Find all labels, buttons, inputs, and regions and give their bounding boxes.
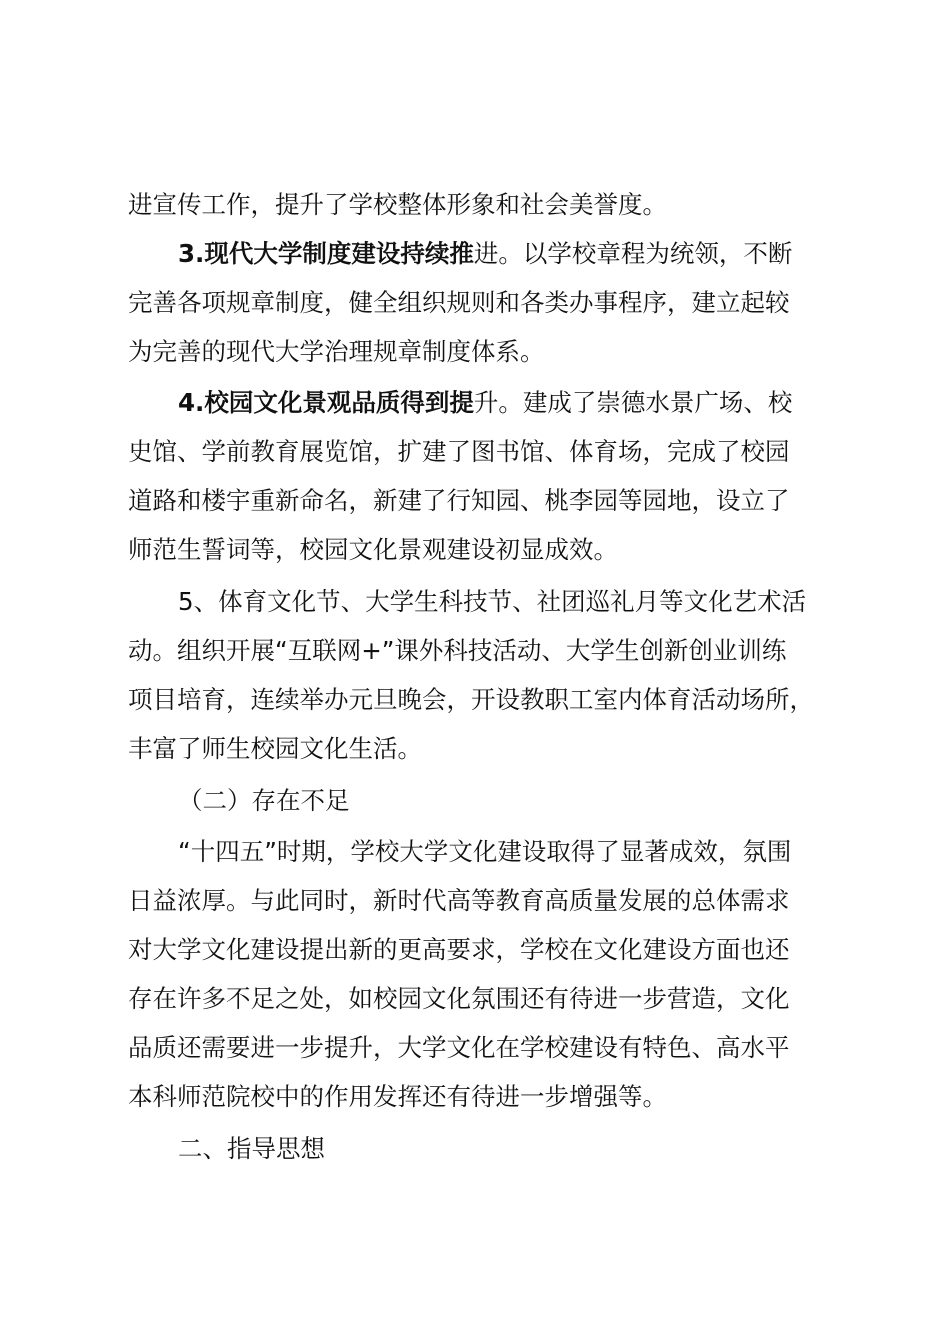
section-heading-guiding-ideology	[178, 1125, 950, 1173]
paragraph-5-line-2	[128, 877, 950, 925]
paragraph-5-text-2: 日益浓厚。与此同时，新时代高等教育高质量发展的总体需求	[128, 886, 790, 915]
paragraph-5-line-3	[128, 926, 950, 974]
paragraph-5-text-6: 本科师范院校中的作用发挥还有待进一步增强等。	[128, 1082, 667, 1111]
paragraph-5-text-5: 品质还需要进一步提升，大学文化在学校建设有特色、高水平	[128, 1033, 790, 1062]
item-4-number: 4.	[178, 388, 205, 417]
item-3-text: 进。以学校章程为统领，不断	[473, 239, 793, 268]
paragraph-2-line-3	[128, 328, 950, 376]
item-5-text-2: 动。组织开展“互联网+”课外科技活动、大学生创新创业训练	[128, 636, 787, 665]
section-heading-text: （二）存在不足	[178, 786, 350, 815]
paragraph-5-text-3: 对大学文化建设提出新的更高要求，学校在文化建设方面也还	[128, 935, 790, 964]
paragraph-1-text: 进宣传工作，提升了学校整体形象和社会美誉度。	[128, 190, 667, 219]
paragraph-5-line-4	[128, 975, 950, 1023]
section-heading-deficiencies	[178, 777, 950, 825]
paragraph-3-line-1	[178, 379, 950, 427]
paragraph-5-line-5	[128, 1024, 950, 1072]
item-4-heading: 校园文化景观品质得到提	[204, 388, 474, 417]
paragraph-3-line-3	[128, 477, 950, 525]
paragraph-3-line-4	[128, 526, 950, 574]
item-5-text: 5、体育文化节、大学生科技节、社团巡礼月等文化艺术活	[178, 587, 807, 616]
paragraph-5-text-4: 存在许多不足之处，如校园文化氛围还有待进一步营造，文化	[128, 984, 790, 1013]
paragraph-5-line-6	[128, 1073, 950, 1121]
section-heading-2-text: 二、指导思想	[178, 1134, 325, 1163]
paragraph-4-line-3	[128, 676, 950, 724]
paragraph-4-line-2	[128, 627, 950, 675]
item-4-text: 升。建成了崇德水景广场、校	[473, 388, 793, 417]
item-3-heading: 现代大学制度建设持续推	[204, 239, 474, 268]
item-3-number: 3.	[178, 239, 205, 268]
paragraph-4-line-4	[128, 725, 950, 773]
paragraph-5-text: “十四五”时期，学校大学文化建设取得了显著成效，氛围	[178, 837, 792, 866]
paragraph-1-line-1	[128, 181, 950, 229]
paragraph-4-line-1	[178, 578, 950, 626]
paragraph-3-line-2	[128, 428, 950, 476]
paragraph-2-line-1	[178, 230, 950, 278]
paragraph-5-line-1	[178, 828, 950, 876]
item-4-text-4: 师范生誓词等，校园文化景观建设初显成效。	[128, 535, 618, 564]
item-5-text-3: 项目培育，连续举办元旦晚会，开设教职工室内体育活动场所，	[128, 685, 814, 714]
item-3-text-2: 完善各项规章制度，健全组织规则和各类办事程序，建立起较	[128, 288, 790, 317]
item-5-text-4: 丰富了师生校园文化生活。	[128, 734, 422, 763]
item-4-text-3: 道路和楼宇重新命名，新建了行知园、桃李园等园地，设立了	[128, 486, 790, 515]
paragraph-2-line-2	[128, 279, 950, 327]
item-4-text-2: 史馆、学前教育展览馆，扩建了图书馆、体育场，完成了校园	[128, 437, 790, 466]
item-3-text-3: 为完善的现代大学治理规章制度体系。	[128, 337, 545, 366]
